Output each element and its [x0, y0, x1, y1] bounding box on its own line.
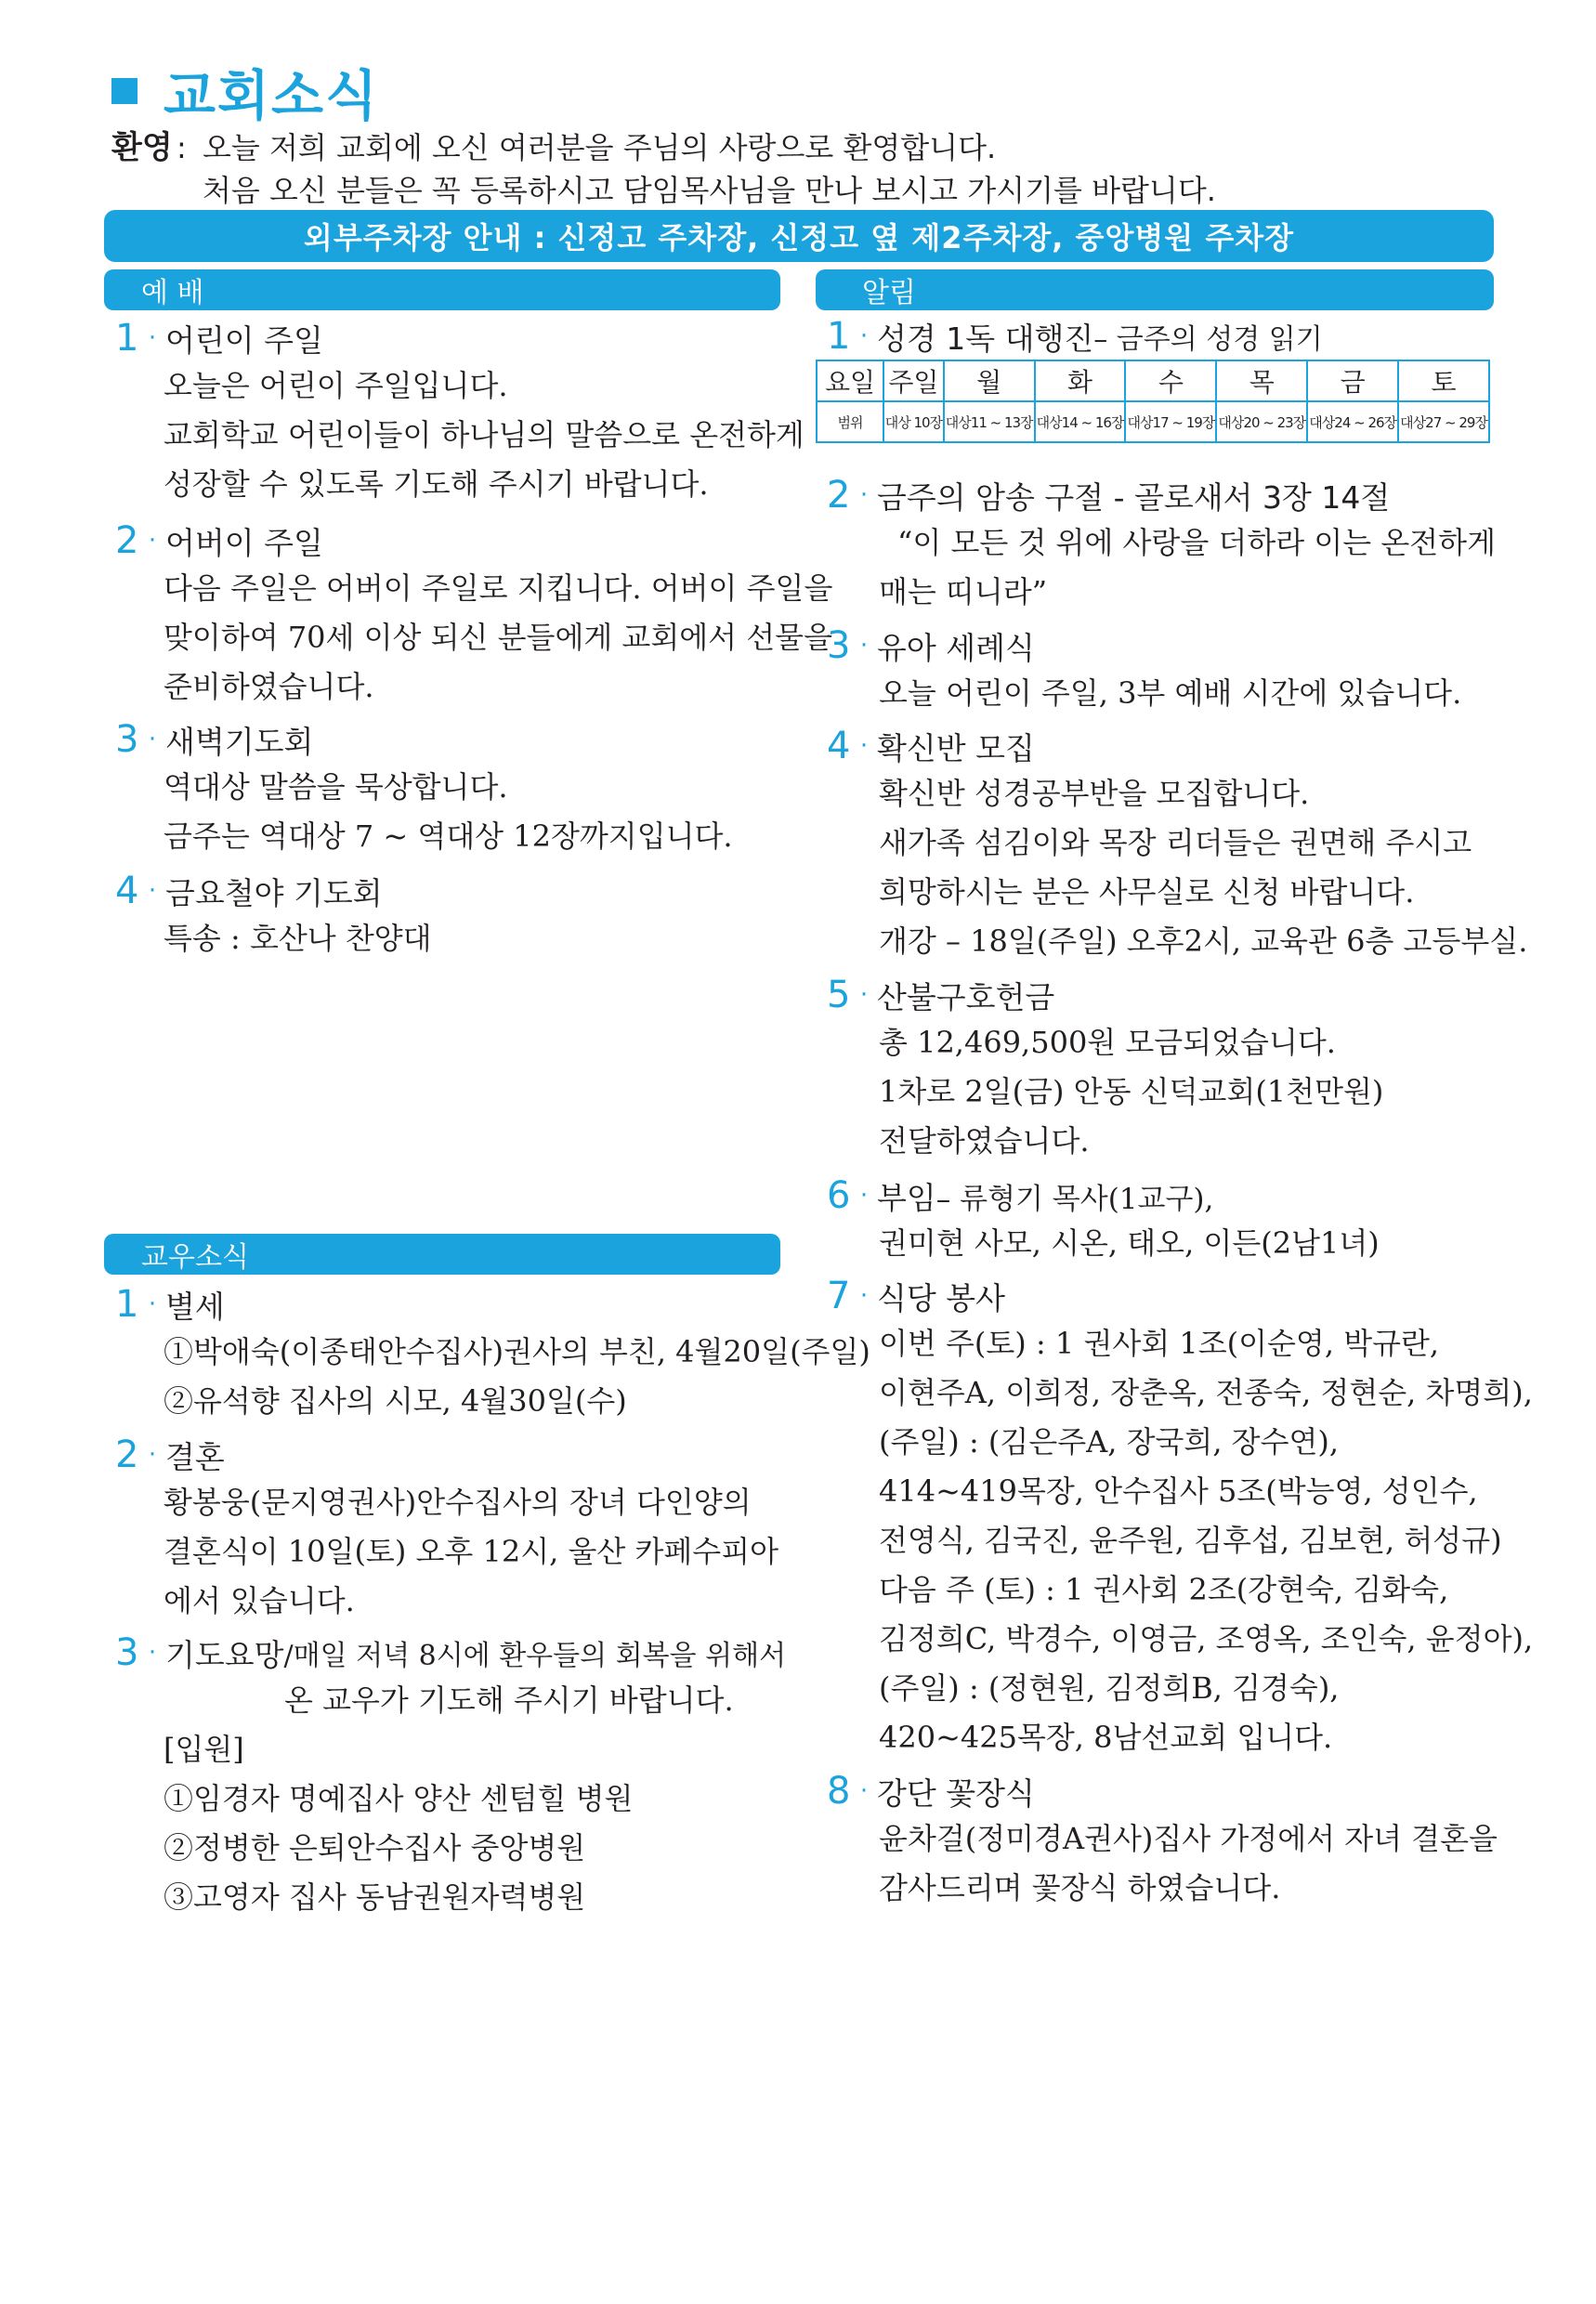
welcome-line: 오늘 저희 교회에 오신 여러분을 주님의 사랑으로 환영합니다.	[203, 130, 997, 165]
notices-item: 8 · 강단 꽃장식 윤차걸(정미경A권사)집사 가정에서 자녀 결혼을 감사드리며 꽃장식 하였습니다.	[827, 1770, 1498, 1905]
parking-banner: 외부주차장 안내 : 신정고 주차장, 신정고 옆 제2주차장, 중앙병원 주차장	[104, 210, 1494, 262]
notices-item: 6 · 부임 – 류형기 목사(1교구), 권미현 사모, 시온, 태오, 이든(2남1녀)	[827, 1174, 1380, 1261]
worship-item: 2 · 어버이 주일 다음 주일은 어버이 주일로 지킵니다. 어버이 주일을 맞이하여 70세 이상 되신 분들에게 교회에서 선물을 준비하였습니다.	[115, 519, 833, 704]
welcome-label: 환영	[111, 129, 173, 166]
notices-item: 2 · 금주의 암송 구절 - 골로새서 3장 14절 “이 모든 것 위에 사랑을 더하라 이는 온전하게 매는 띠니라”	[827, 474, 1496, 609]
welcome-line: 처음 오신 분들은 꼭 등록하시고 담임목사님을 만나 보시고 가시기를 바랍니다.	[203, 173, 1216, 208]
members-item: 1 · 별세 ①박애숙(이종태안수집사)권사의 부친, 4월20일(주일) ②유석향 집사의 시모, 4월30일(수)	[115, 1283, 870, 1419]
notices-item-bible-reading: 1 · 성경 1독 대행진 – 금주의 성경 읽기	[827, 315, 1323, 358]
worship-item: 4 · 금요철야 기도회 특송 : 호산나 찬양대	[115, 870, 432, 956]
page-title	[111, 54, 379, 128]
welcome-message: 환영 : 오늘 저희 교회에 오신 여러분을 주님의 사랑으로 환영합니다. 처음 오신 분들은 꼭 등록하시고 담임목사님을 만나 보시고 가시기를 바랍니다.	[111, 126, 1216, 212]
members-item: 3 · 기도요망 /매일 저녁 8시에 환우들의 회복을 위해서 온 교우가 기도해 주시기 바랍니다. [입원] ①임경자 명예집사 양산 센텀힐 병원 ②정병한 은퇴안수집사 중앙병원 ③고영자 집사 동남권원자력병원	[115, 1631, 787, 1915]
notices-item: 4 · 확신반 모집 확신반 성경공부반을 모집합니다. 새가족 섬김이와 목장 리더들은 권면해 주시고 희망하시는 분은 사무실로 신청 바랍니다. 개강 – 18일(주일) 오후2시, 교육관 6층 고등부실.	[827, 725, 1528, 959]
members-item: 2 · 결혼 황봉웅(문지영권사)안수집사의 장녀 다인양의 결혼식이 10일(토) 오후 12시, 울산 카페수피아 에서 있습니다.	[115, 1433, 779, 1618]
worship-item: 1 · 어린이 주일 오늘은 어린이 주일입니다. 교회학교 어린이들이 하나님의 말씀으로 온전하게 성장할 수 있도록 기도해 주시기 바랍니다.	[115, 317, 805, 502]
worship-section-header: 예 배	[104, 269, 780, 310]
worship-item: 3 · 새벽기도회 역대상 말씀을 묵상합니다. 금주는 역대상 7 ~ 역대상 12장까지입니다.	[115, 718, 733, 854]
notices-item: 5 · 산불구호헌금 총 12,469,500원 모금되었습니다. 1차로 2일(금) 안동 신덕교회(1천만원) 전달하였습니다.	[827, 974, 1384, 1159]
bible-reading-table: 요일 주일 월 화 수 목 금 토 범위 대상 10장 대상11 ~ 13장 대상14 ~ 16장 대상17 ~ 19장 대상20 ~ 23장 대상24 ~ 26장 대상27 ~ 29장	[816, 360, 1490, 443]
page-title-text: 교회소식	[164, 64, 380, 127]
members-section-header: 교우소식	[104, 1234, 780, 1275]
notices-section-header: 알림	[816, 269, 1494, 310]
title-square-icon	[111, 78, 137, 104]
notices-item: 3 · 유아 세례식 오늘 어린이 주일, 3부 예배 시간에 있습니다.	[827, 624, 1462, 711]
notices-item: 7 · 식당 봉사 이번 주(토) : 1 권사회 1조(이순영, 박규란, 이현주A, 이희정, 장춘옥, 전종숙, 정현순, 차명희), (주일) : (김은주A, 장국희, 장수연), 414~419목장, 안수집사 5조(박능영, 성인수, 전영식, 김국진, 윤주원, 김후섭, 김보현, 허성규) 다음 주 (토) : 1 권사회 2조(강현숙, 김화숙, 김정희C, 박경수, 이영금, 조영옥, 조인숙, 윤정아), (주일) : (정현원, 김정희B, 김경숙), 420~425목장, 8남선교회 입니다.	[827, 1275, 1534, 1755]
